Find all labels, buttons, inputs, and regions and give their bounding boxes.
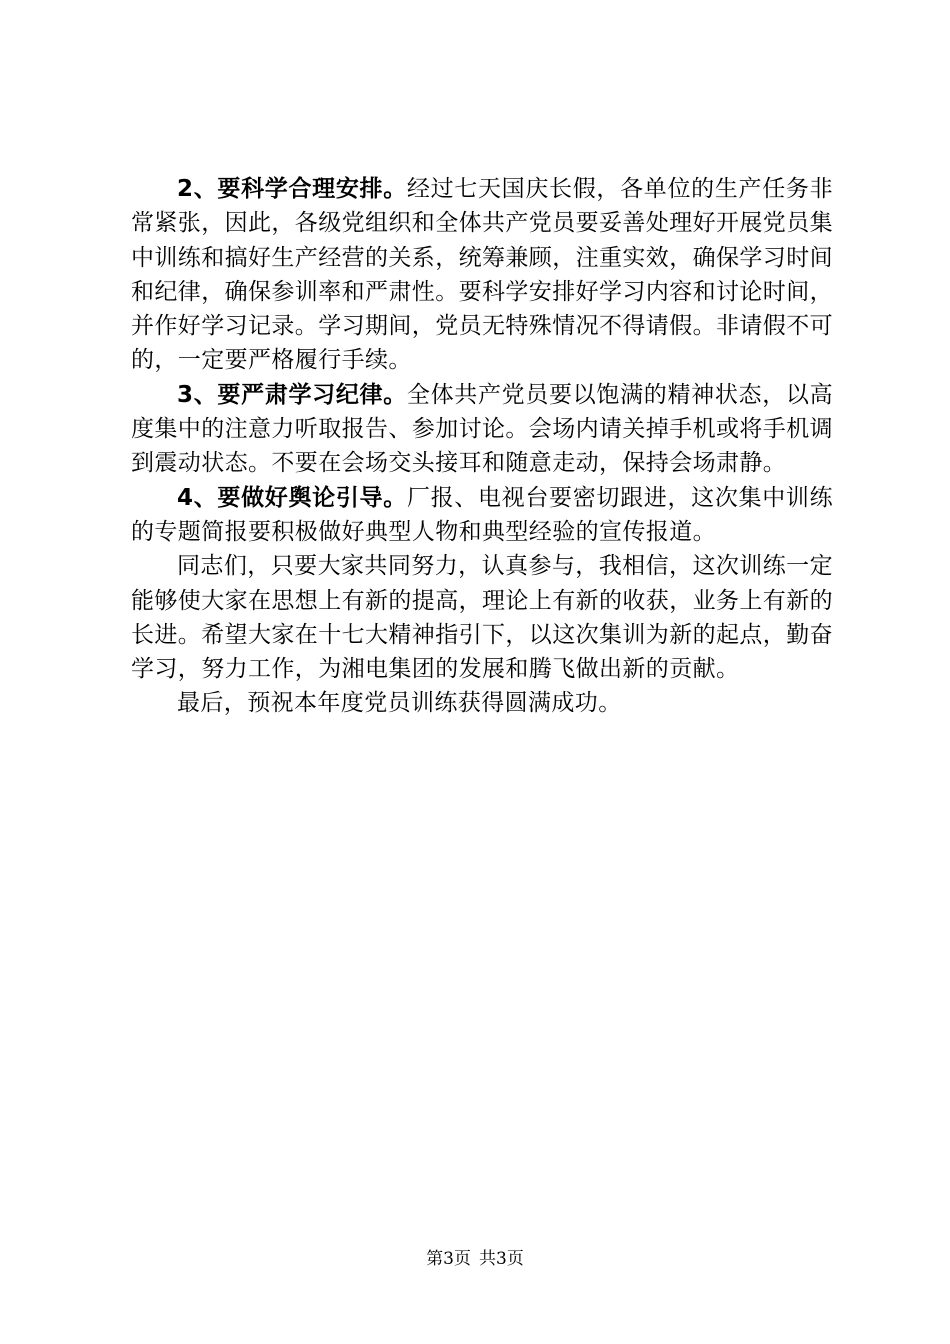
paragraph-text: 最后，预祝本年度党员训练获得圆满成功。 xyxy=(177,690,622,717)
page-footer xyxy=(0,1244,950,1269)
page-number: 第3页 xyxy=(426,1249,471,1269)
paragraph-heading: 4、要做好舆论引导。 xyxy=(177,484,407,511)
paragraph-heading: 2、要科学合理安排。 xyxy=(177,176,407,202)
document-body xyxy=(131,172,833,721)
paragraph-closing-remarks xyxy=(131,549,833,686)
paragraph-heading: 3、要严肃学习纪律。 xyxy=(177,381,407,408)
paragraph-text: 厂报、电视台要密切跟进，这次集中训练的专题简报要积极做好典型人物和典型经验的宣传报道。 xyxy=(131,484,833,545)
page-total: 共3页 xyxy=(479,1249,524,1269)
paragraph-arrangement xyxy=(131,172,833,378)
paragraph-text: 经过七天国庆长假，各单位的生产任务非常紧张，因此，各级党组织和全体共产党员要妥善处理好开展党员集中训练和搞好生产经营的关系，统筹兼顾，注重实效，确保学习时间和纪律，确保参训率和严肃性。要科学安排好学习内容和讨论时间，并作好学习记录。学习期间，党员无特殊情况不得请假。非请假不可的，一定要严格履行手续。 xyxy=(131,176,833,374)
paragraph-publicity xyxy=(131,481,833,550)
paragraph-text: 同志们，只要大家共同努力，认真参与，我相信，这次训练一定能够使大家在思想上有新的提高，理论上有新的收获，业务上有新的长进。希望大家在十七大精神指引下，以这次集训为新的起点，勤奋学习，努力工作，为湘电集团的发展和腾飞做出新的贡献。 xyxy=(131,553,833,683)
paragraph-final-wish xyxy=(131,686,833,720)
paragraph-discipline xyxy=(131,378,833,481)
paragraph-text: 全体共产党员要以饱满的精神状态，以高度集中的注意力听取报告、参加讨论。会场内请关掉手机或将手机调到震动状态。不要在会场交头接耳和随意走动，保持会场肃静。 xyxy=(131,381,833,477)
